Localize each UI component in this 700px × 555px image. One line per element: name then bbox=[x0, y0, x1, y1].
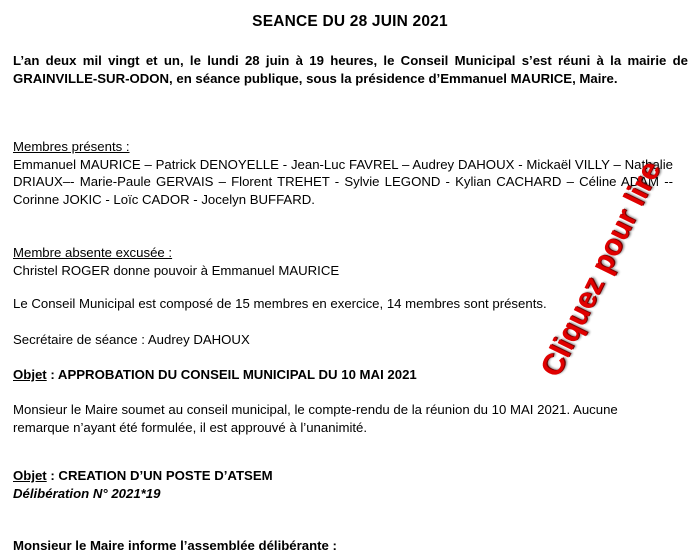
member-absent-text: Christel ROGER donne pouvoir à Emmanuel MAURICE bbox=[13, 262, 340, 278]
members-present-heading: Membres présents : bbox=[13, 139, 130, 154]
read-more-link[interactable]: Cliquez pour lire bbox=[534, 156, 668, 382]
secretary-text: Secrétaire de séance : Audrey DAHOUX bbox=[13, 332, 250, 347]
intro-paragraph: L’an deux mil vingt et un, le lundi 28 juin à 19 heures, le Conseil Municipal s’est réuni à la mairie de GRAINVILLE-SUR-ODON, en séance publique, sous la présidence d’Emmanuel MAURICE, Maire. bbox=[13, 53, 688, 86]
members-present-section bbox=[13, 138, 673, 208]
objet2-heading bbox=[13, 467, 673, 485]
member-absent-section bbox=[13, 244, 673, 279]
member-absent-heading: Membre absente excusée : bbox=[13, 245, 173, 260]
members-present-list: Emmanuel MAURICE – Patrick DENOYELLE - Jean-Luc FAVREL – Audrey DAHOUX - Mickaël VILLY – Nathalie DRIAUX–- Marie-Paule GERVAIS – Florent TREHET - Sylvie LEGOND - Kylian CACHARD – Céline ADAM -- Corinne JOKIC - Loïc CADOR - Jocelyn BUFFARD. bbox=[13, 156, 673, 207]
objet1-title: : APPROBATION DU CONSEIL MUNICIPAL DU 10 MAI 2021 bbox=[46, 367, 417, 382]
final-line: Monsieur le Maire informe l’assemblée délibérante : bbox=[13, 538, 337, 553]
objet1-body: Monsieur le Maire soumet au conseil municipal, le compte-rendu de la réunion du 10 MAI 2021. Aucune remarque n’ayant été formulée, il est approuvé à l’unanimité. bbox=[13, 402, 618, 435]
objet2-deliberation: Délibération N° 2021*19 bbox=[13, 486, 161, 501]
objet1-heading bbox=[13, 366, 673, 384]
objet2-title: : CREATION D’UN POSTE D’ATSEM bbox=[46, 468, 273, 483]
page-title: SEANCE DU 28 JUIN 2021 bbox=[252, 13, 448, 30]
objet1-label: Objet bbox=[13, 367, 47, 382]
objet2-label: Objet bbox=[13, 468, 47, 483]
composition-text: Le Conseil Municipal est composé de 15 membres en exercice, 14 membres sont présents. bbox=[13, 296, 547, 311]
